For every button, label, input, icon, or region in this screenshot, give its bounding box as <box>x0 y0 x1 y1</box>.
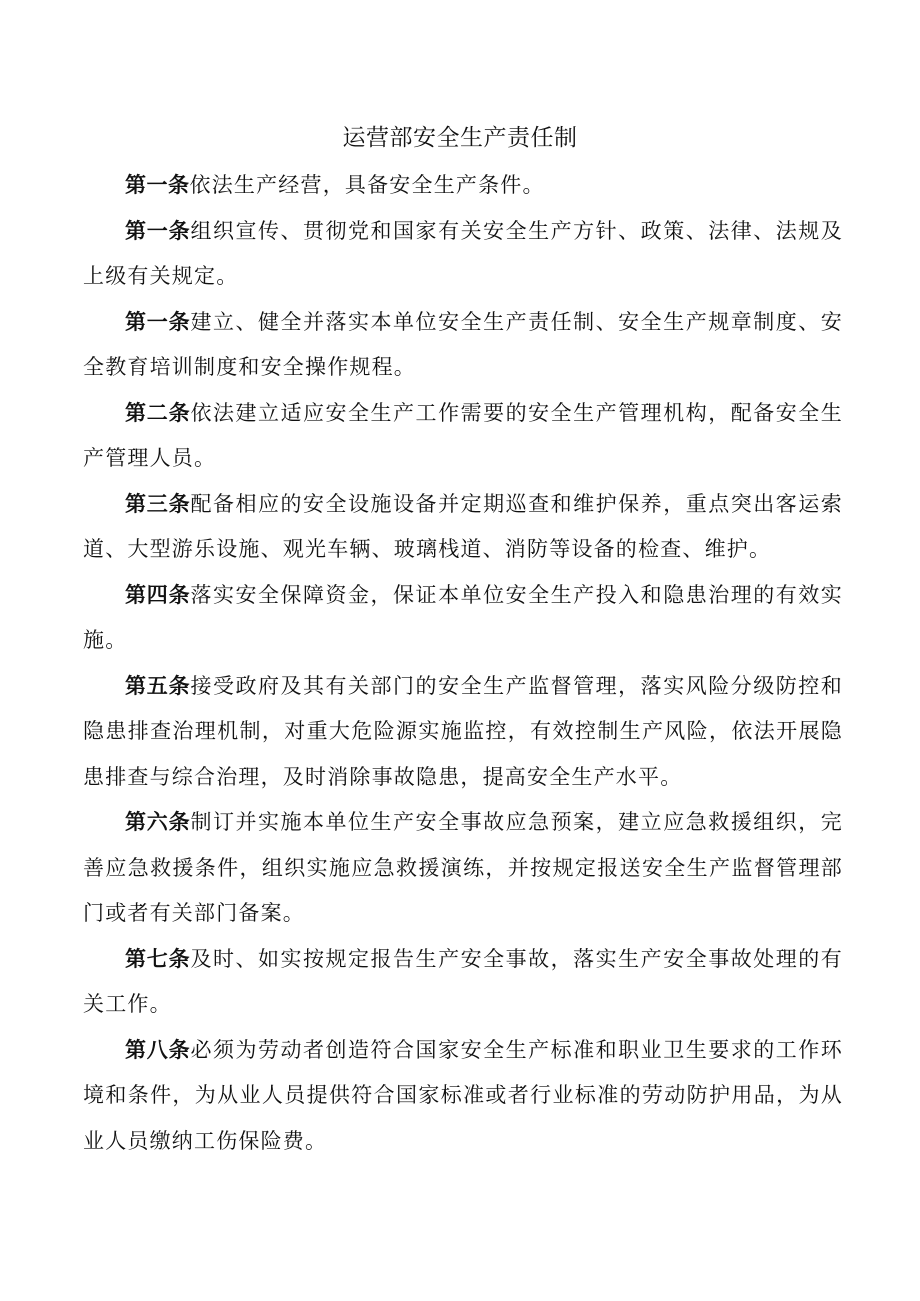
article-text: 组织宣传、贯彻党和国家有关安全生产方针、政策、法律、法规及上级有关规定。 <box>83 218 843 288</box>
document-body <box>83 163 843 1164</box>
article-number: 第五条 <box>125 673 191 698</box>
article-2 <box>83 209 843 300</box>
article-number: 第七条 <box>125 946 191 971</box>
article-1 <box>83 163 843 209</box>
article-10 <box>83 1028 843 1165</box>
article-text: 及时、如实按规定报告生产安全事故，落实生产安全事故处理的有关工作。 <box>83 946 843 1016</box>
document-title: 运营部安全生产责任制 <box>342 125 578 151</box>
article-number: 第六条 <box>125 810 191 834</box>
article-number: 第八条 <box>125 1037 191 1062</box>
article-text: 必须为劳动者创造符合国家安全生产标准和职业卫生要求的工作环境和条件，为从业人员提供符合国家标准或者行业标准的劳动防护用品，为从业人员缴纳工伤保险费。 <box>83 1037 843 1153</box>
article-text: 依法建立适应安全生产工作需要的安全生产管理机构，配备安全生产管理人员。 <box>83 400 843 470</box>
article-text: 配备相应的安全设施设备并定期巡查和维护保养，重点突出客运索道、大型游乐设施、观光车辆、玻璃栈道、消防等设备的检查、维护。 <box>83 491 843 561</box>
article-7 <box>83 664 843 801</box>
article-number: 第四条 <box>125 582 191 607</box>
article-text: 建立、健全并落实本单位安全生产责任制、安全生产规章制度、安全教育培训制度和安全操作规程。 <box>83 309 843 379</box>
article-6 <box>83 573 843 664</box>
article-text: 制订并实施本单位生产安全事故应急预案，建立应急救援组织，完善应急救援条件，组织实施应急救援演练，并按规定报送安全生产监督管理部门或者有关部门备案。 <box>83 810 843 925</box>
article-number: 第一条 <box>125 218 191 243</box>
article-number: 第一条 <box>125 309 191 334</box>
article-text: 依法生产经营，具备安全生产条件。 <box>189 173 545 197</box>
article-4 <box>83 391 843 482</box>
article-5 <box>83 482 843 573</box>
article-text: 接受政府及其有关部门的安全生产监督管理，落实风险分级防控和隐患排查治理机制，对重大危险源实施监控，有效控制生产风险，依法开展隐患排查与综合治理，及时消除事故隐患，提高安全生产水平。 <box>83 673 843 789</box>
article-9 <box>83 937 843 1028</box>
article-text: 落实安全保障资金，保证本单位安全生产投入和隐患治理的有效实施。 <box>83 582 843 652</box>
article-number: 第三条 <box>125 491 191 516</box>
article-number: 第二条 <box>125 400 191 425</box>
article-8 <box>83 800 843 937</box>
article-3 <box>83 300 843 391</box>
article-number: 第一条 <box>125 173 190 197</box>
